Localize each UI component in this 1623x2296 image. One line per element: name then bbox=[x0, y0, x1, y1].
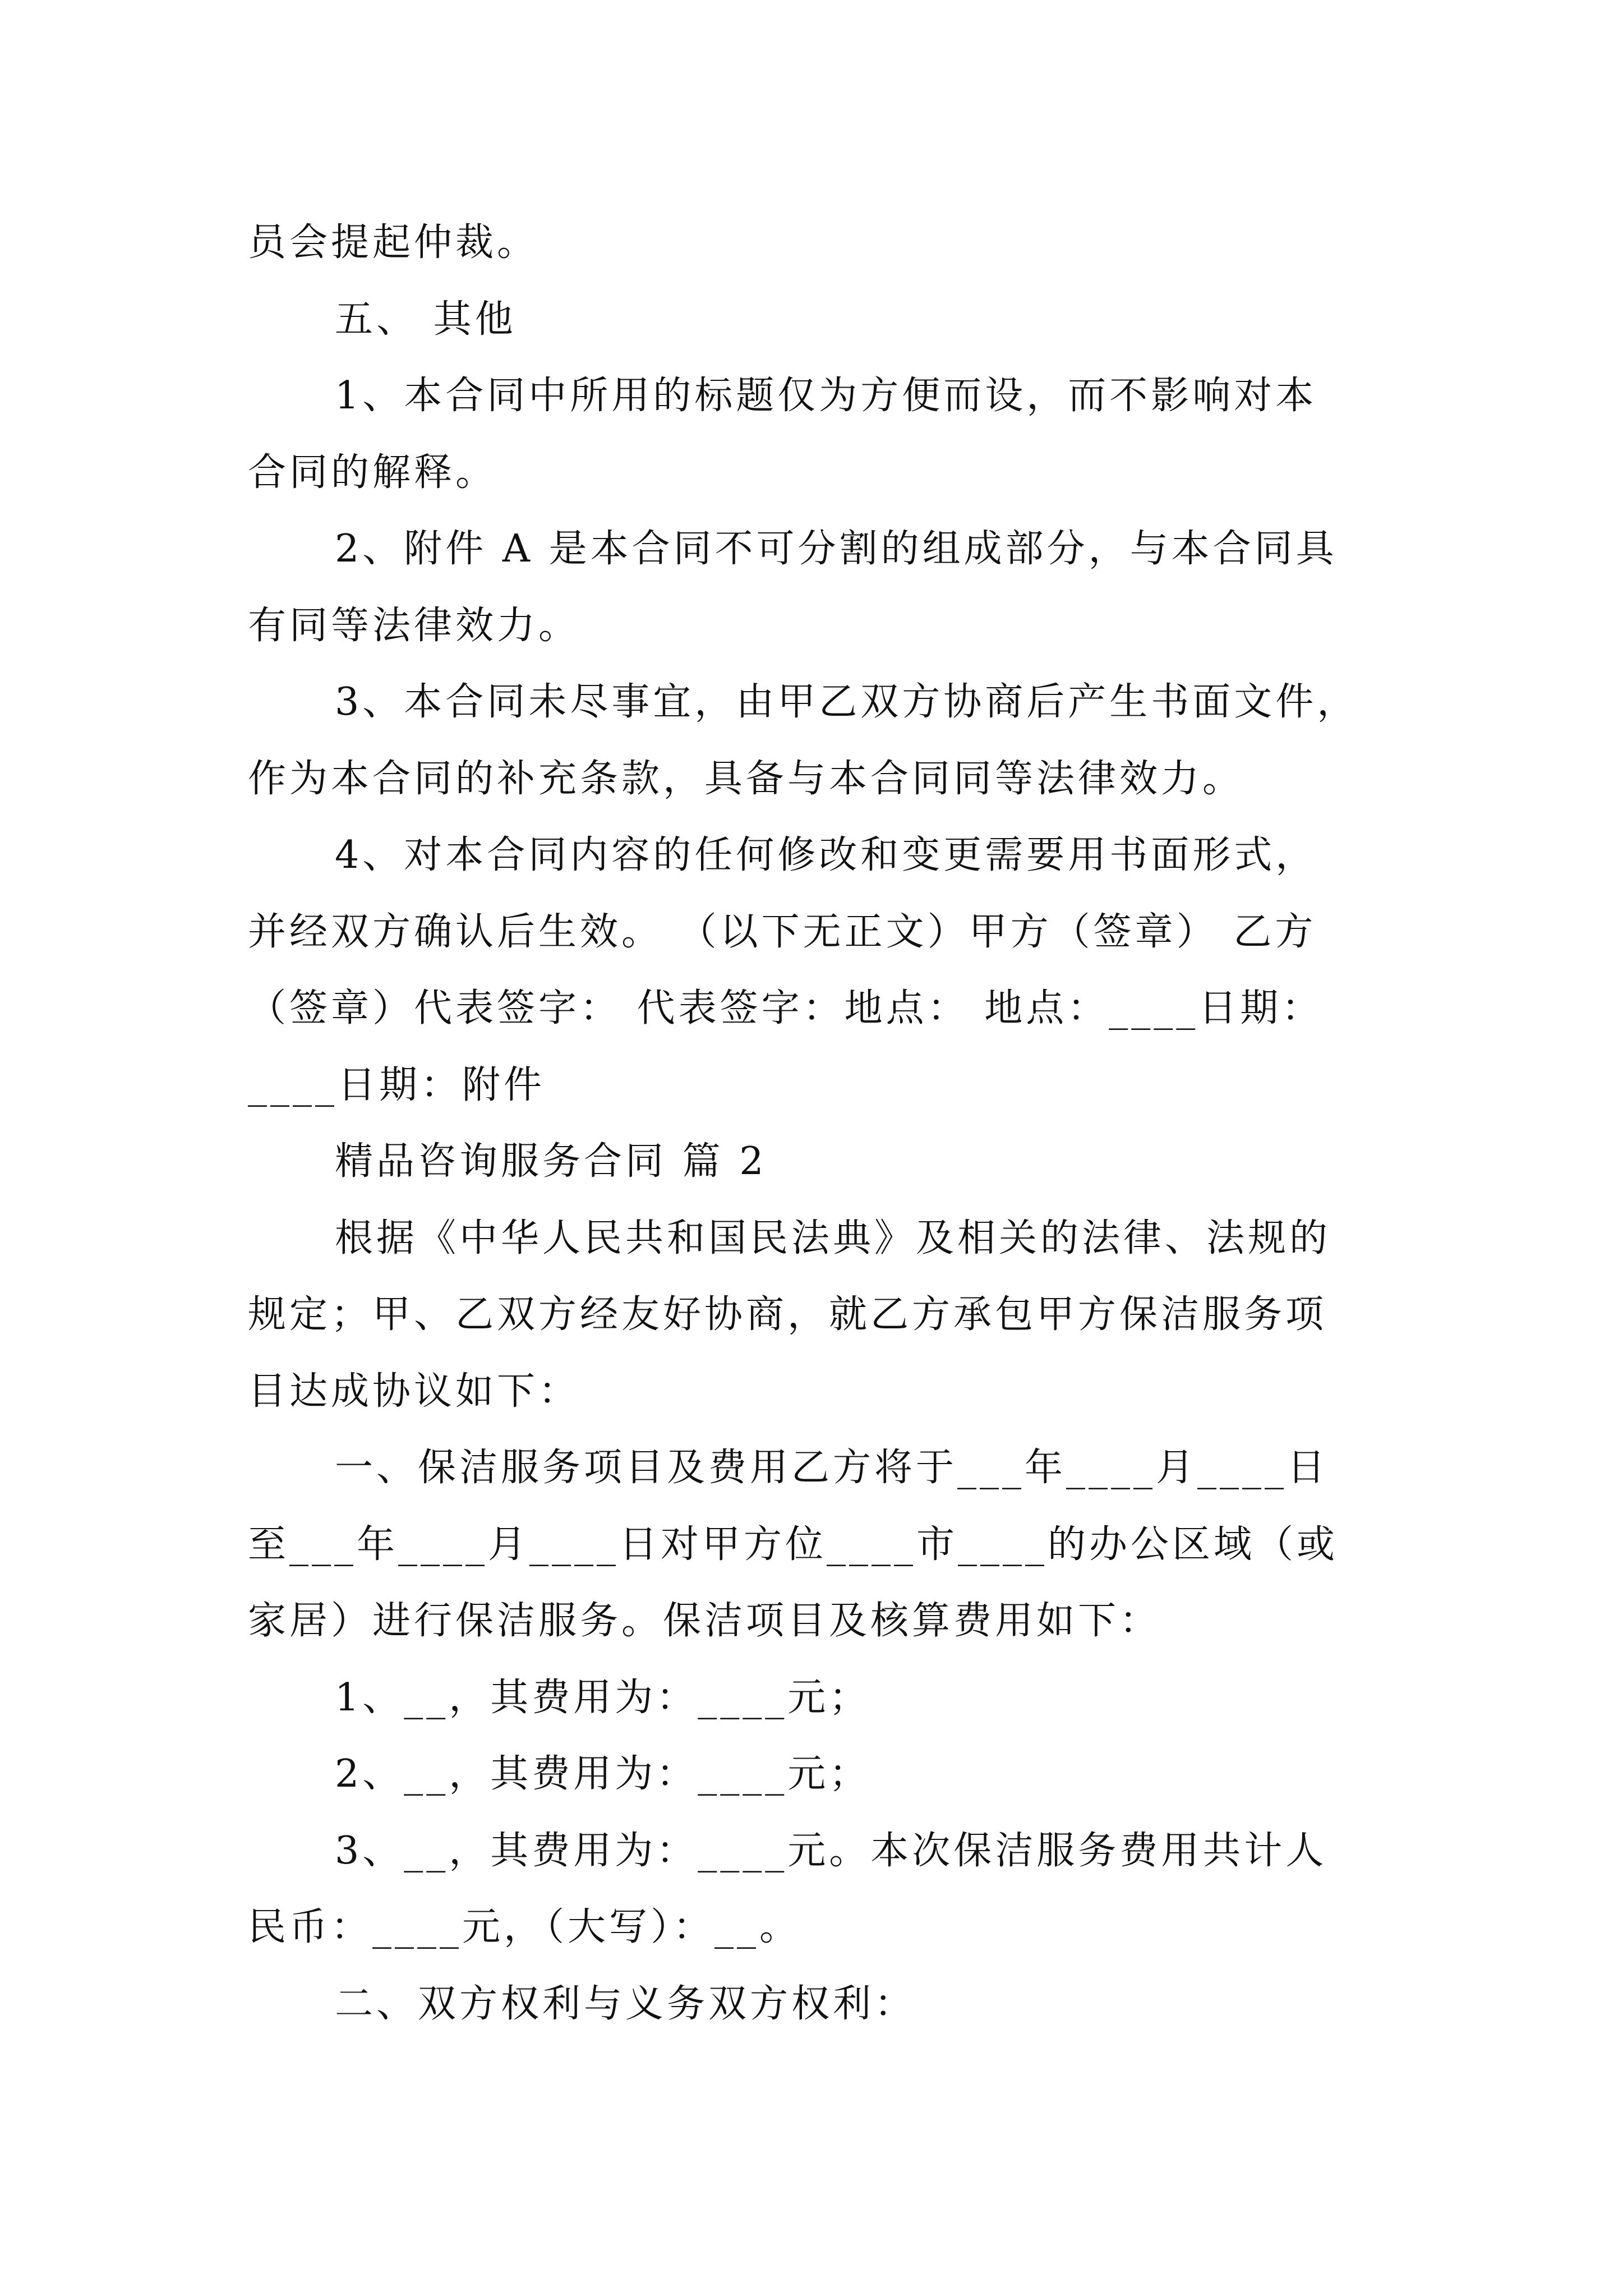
section-heading-rights: 二、双方权利与义务双方权利： bbox=[335, 1981, 916, 2026]
text-line: 2、附件 A 是本合同不可分割的组成部分，与本合同具 bbox=[335, 527, 1338, 571]
section-heading-other: 五、 其他 bbox=[335, 297, 517, 342]
text-line: 4、对本合同内容的任何修改和变更需要用书面形式， bbox=[335, 833, 1317, 877]
text-line: 并经双方确认后生效。 （以下无正文）甲方（签章） 乙方 bbox=[248, 909, 1317, 954]
text-line: 员会提起仲裁。 bbox=[248, 220, 539, 265]
text-line: 3、本合同未尽事宜，由甲乙双方协商后产生书面文件， bbox=[335, 680, 1359, 724]
text-line: 家居）进行保洁服务。保洁项目及核算费用如下： bbox=[248, 1599, 1161, 1643]
text-line: 合同的解释。 bbox=[248, 450, 497, 495]
text-line: 根据《中华人民共和国民法典》及相关的法律、法规的 bbox=[335, 1216, 1331, 1260]
text-line: ____日期：附件 bbox=[248, 1062, 546, 1107]
contract-title-part-2: 精品咨询服务合同 篇 2 bbox=[335, 1139, 767, 1184]
text-line: 规定；甲、乙双方经友好协商，就乙方承包甲方保洁服务项 bbox=[248, 1292, 1327, 1337]
text-line: 一、保洁服务项目及费用乙方将于___年____月____日 bbox=[335, 1446, 1329, 1490]
text-line: 有同等法律效力。 bbox=[248, 603, 580, 648]
document-body bbox=[248, 205, 1392, 2042]
text-line: 至___年____月____日对甲方位____市____的办公区域（或 bbox=[248, 1522, 1339, 1567]
text-line: 目达成协议如下： bbox=[248, 1369, 580, 1414]
fee-item: 3、__，其费用为：____元。本次保洁服务费用共计人 bbox=[335, 1828, 1327, 1873]
text-line: 作为本合同的补充条款，具备与本合同同等法律效力。 bbox=[248, 756, 1244, 801]
fee-item: 1、__，其费用为：____元； bbox=[335, 1675, 871, 1720]
text-line: 民币：____元，（大写）：__。 bbox=[248, 1905, 801, 1949]
text-line: （签章）代表签字： 代表签字：地点： 地点：____日期： bbox=[248, 986, 1324, 1030]
text-line: 1、本合同中所用的标题仅为方便而设，而不影响对本 bbox=[335, 374, 1317, 418]
fee-item: 2、__，其费用为：____元； bbox=[335, 1752, 871, 1796]
